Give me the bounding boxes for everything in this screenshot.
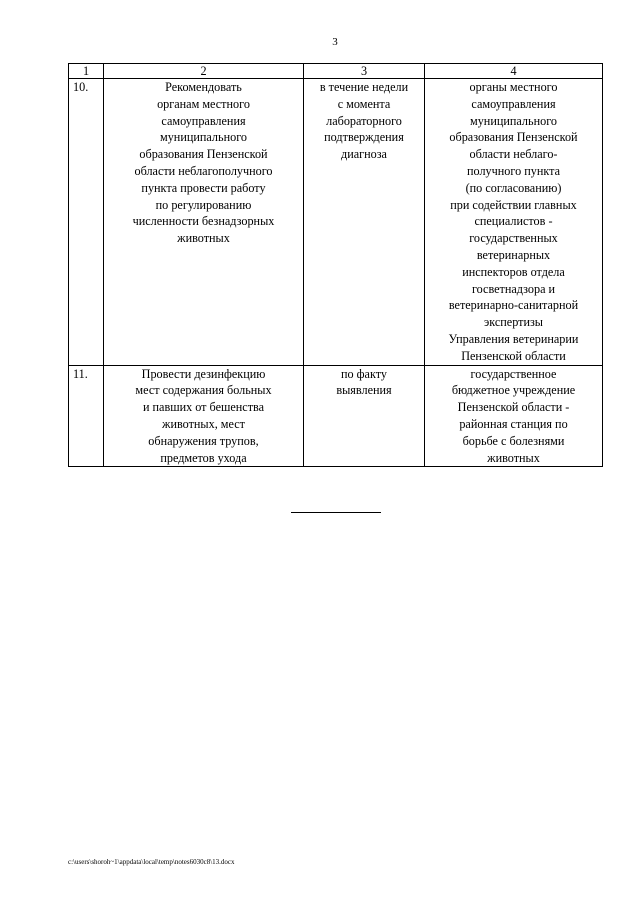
table-row bbox=[69, 365, 603, 467]
row-action: Рекомендовать органам местного самоуправления муниципального образования Пензенской области неблагополучного пункта провести работу по регулированию численности безнадзорных животных bbox=[104, 79, 304, 366]
row-action: Провести дезинфекцию мест содержания больных и павших от бешенства животных, мест обнаружения трупов, предметов ухода bbox=[104, 365, 304, 467]
header-col-2: 2 bbox=[104, 64, 304, 79]
page-number: 3 bbox=[332, 36, 338, 48]
measures-table bbox=[68, 63, 603, 467]
footer-file-path: c:\users\shoroh~1\appdata\local\temp\notes6030c8\13.docx bbox=[68, 858, 235, 866]
row-number: 11. bbox=[69, 365, 104, 467]
row-term: в течение недели с момента лабораторного подтверждения диагноза bbox=[304, 79, 425, 366]
end-separator-line bbox=[291, 512, 381, 513]
header-col-1: 1 bbox=[69, 64, 104, 79]
header-col-3: 3 bbox=[304, 64, 425, 79]
row-term: по факту выявления bbox=[304, 365, 425, 467]
table-row bbox=[69, 79, 603, 366]
table-header-row bbox=[69, 64, 603, 79]
row-responsible: органы местного самоуправления муниципального образования Пензенской области неблаго- получного пункта (по согласованию) при содействии главных специалистов - государственных ветеринарных инспекторов отдела госветнадзора и ветеринарно-санитарной экспертизы Управления ветеринарии Пензенской области bbox=[425, 79, 603, 366]
row-responsible: государственное бюджетное учреждение Пензенской области - районная станция по борьбе с болезнями животных bbox=[425, 365, 603, 467]
row-number: 10. bbox=[69, 79, 104, 366]
header-col-4: 4 bbox=[425, 64, 603, 79]
